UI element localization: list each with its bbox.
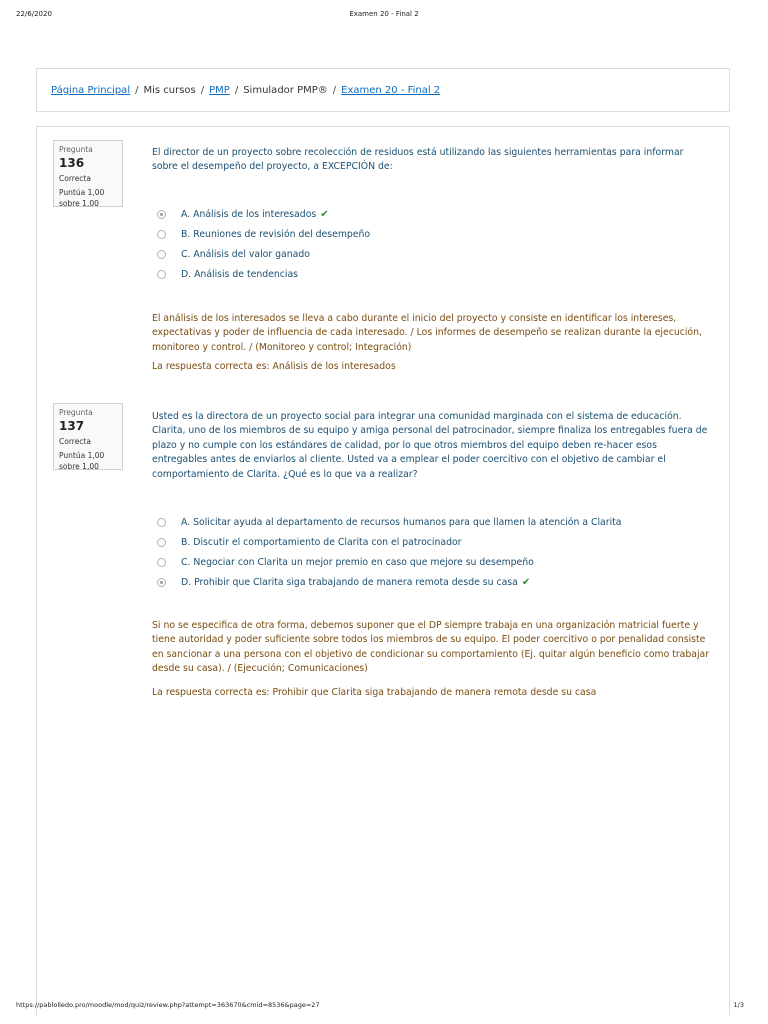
- breadcrumb-separator: /: [200, 85, 205, 96]
- radio-button[interactable]: [157, 518, 166, 527]
- answer-label: C. Negociar con Clarita un mejor premio en caso que mejore su desempeño: [181, 556, 534, 568]
- answer-option[interactable]: [157, 244, 717, 264]
- quiz-review-content: [36, 126, 730, 1016]
- question-text-136: El director de un proyecto sobre recolección de residuos está utilizando las siguientes herramientas para informar sobre el desempeño del proyecto, a EXCEPCIÓN de:: [152, 147, 684, 173]
- radio-button[interactable]: [157, 538, 166, 547]
- answer-option[interactable]: [157, 572, 717, 592]
- breadcrumb-course-link[interactable]: PMP: [209, 85, 230, 96]
- answer-option[interactable]: [157, 512, 717, 532]
- answer-label: D. Análisis de tendencias: [181, 268, 298, 280]
- question-info-137: [53, 403, 123, 470]
- general-feedback-136: El análisis de los interesados se lleva a cabo durante el inicio del proyecto y consiste en identificar los intereses, expectativas y poder de influencia de cada interesado. / Los informes de desempeño se realizan durante la ejecución, monitoreo y control. / (Monitoreo y control; Integración): [152, 313, 702, 353]
- question-label: Pregunta: [59, 145, 93, 154]
- right-answer-136: La respuesta correcta es: Análisis de los interesados: [152, 361, 396, 372]
- print-url: https://pablolledo.pro/moodle/mod/quiz/review.php?attempt=363670&cmid=8536&page=27: [16, 1001, 320, 1009]
- radio-button[interactable]: [157, 270, 166, 279]
- radio-button[interactable]: [157, 230, 166, 239]
- general-feedback-137: Si no se especifica de otra forma, debemos suponer que el DP siempre trabaja en una organización matricial fuerte y tiene autoridad y poder suficiente sobre todos los miembros de su equipo. El poder coercitivo o por penalidad consiste en sancionar a una persona con el objetivo de condicionar su comportamiento (Ej. quitar algún beneficio como trabajar desde su casa). / (Ejecución; Comunicaciones): [152, 620, 710, 675]
- answer-option[interactable]: [157, 204, 717, 224]
- answer-option[interactable]: [157, 224, 717, 244]
- question-text-137: Usted es la directora de un proyecto social para integrar una comunidad marginada con el sistema de educación. Clarita, uno de los miembros de su equipo y amiga personal del patrocinador, siempre finaliza los entregables fuera de plazo y no cumple con los estándares de calidad, por lo que otros miembros del equipo deben re-hacer esos entregables antes de enviarlos al cliente. Usted va a emplear el poder coercitivo con el objetivo de cambiar el comportamiento de Clarita. ¿Qué es lo que va a realizar?: [152, 411, 708, 480]
- question-number: 136: [59, 156, 85, 171]
- breadcrumb-my-courses: Mis cursos: [143, 85, 196, 96]
- breadcrumb-separator: /: [332, 85, 337, 96]
- answer-label: B. Reuniones de revisión del desempeño: [181, 228, 371, 240]
- answer-option[interactable]: [157, 264, 717, 284]
- right-answer-137: La respuesta correcta es: Prohibir que Clarita siga trabajando de manera remota desde su casa: [152, 687, 597, 698]
- breadcrumb-container: [36, 68, 730, 112]
- radio-button[interactable]: [157, 250, 166, 259]
- answer-label: C. Análisis del valor ganado: [181, 248, 310, 260]
- answer-option[interactable]: [157, 532, 717, 552]
- breadcrumb-separator: /: [234, 85, 239, 96]
- radio-button[interactable]: [157, 558, 166, 567]
- radio-button[interactable]: [157, 578, 166, 587]
- breadcrumb-quiz-link[interactable]: Examen 20 - Final 2: [341, 85, 441, 96]
- answer-list-136: [157, 204, 717, 284]
- question-info-136: [53, 140, 123, 207]
- breadcrumb: [51, 85, 440, 96]
- question-state: Correcta: [59, 437, 91, 447]
- print-date: 22/6/2020: [16, 10, 52, 18]
- question-grade: Puntúa 1,00 sobre 1,00: [59, 188, 105, 208]
- answer-list-137: [157, 512, 717, 592]
- print-page-number: 1/3: [733, 1001, 744, 1009]
- question-number: 137: [59, 419, 85, 434]
- breadcrumb-home-link[interactable]: Página Principal: [51, 85, 131, 96]
- answer-label: B. Discutir el comportamiento de Clarita con el patrocinador: [181, 536, 462, 548]
- check-icon: ✔: [521, 576, 531, 588]
- question-grade: Puntúa 1,00 sobre 1,00: [59, 451, 105, 471]
- print-doc-title: Examen 20 - Final 2: [349, 10, 419, 18]
- breadcrumb-separator: /: [135, 85, 139, 96]
- answer-option[interactable]: [157, 552, 717, 572]
- answer-label: A. Análisis de los interesados: [181, 208, 317, 220]
- check-icon: ✔: [320, 208, 329, 220]
- question-state: Correcta: [59, 174, 91, 184]
- answer-label: A. Solicitar ayuda al departamento de recursos humanos para que llamen la atención a Clarita: [181, 516, 622, 528]
- answer-label: D. Prohibir que Clarita siga trabajando de manera remota desde su casa: [181, 576, 518, 588]
- radio-button[interactable]: [157, 210, 166, 219]
- question-label: Pregunta: [59, 408, 93, 417]
- breadcrumb-section: Simulador PMP®: [243, 85, 328, 96]
